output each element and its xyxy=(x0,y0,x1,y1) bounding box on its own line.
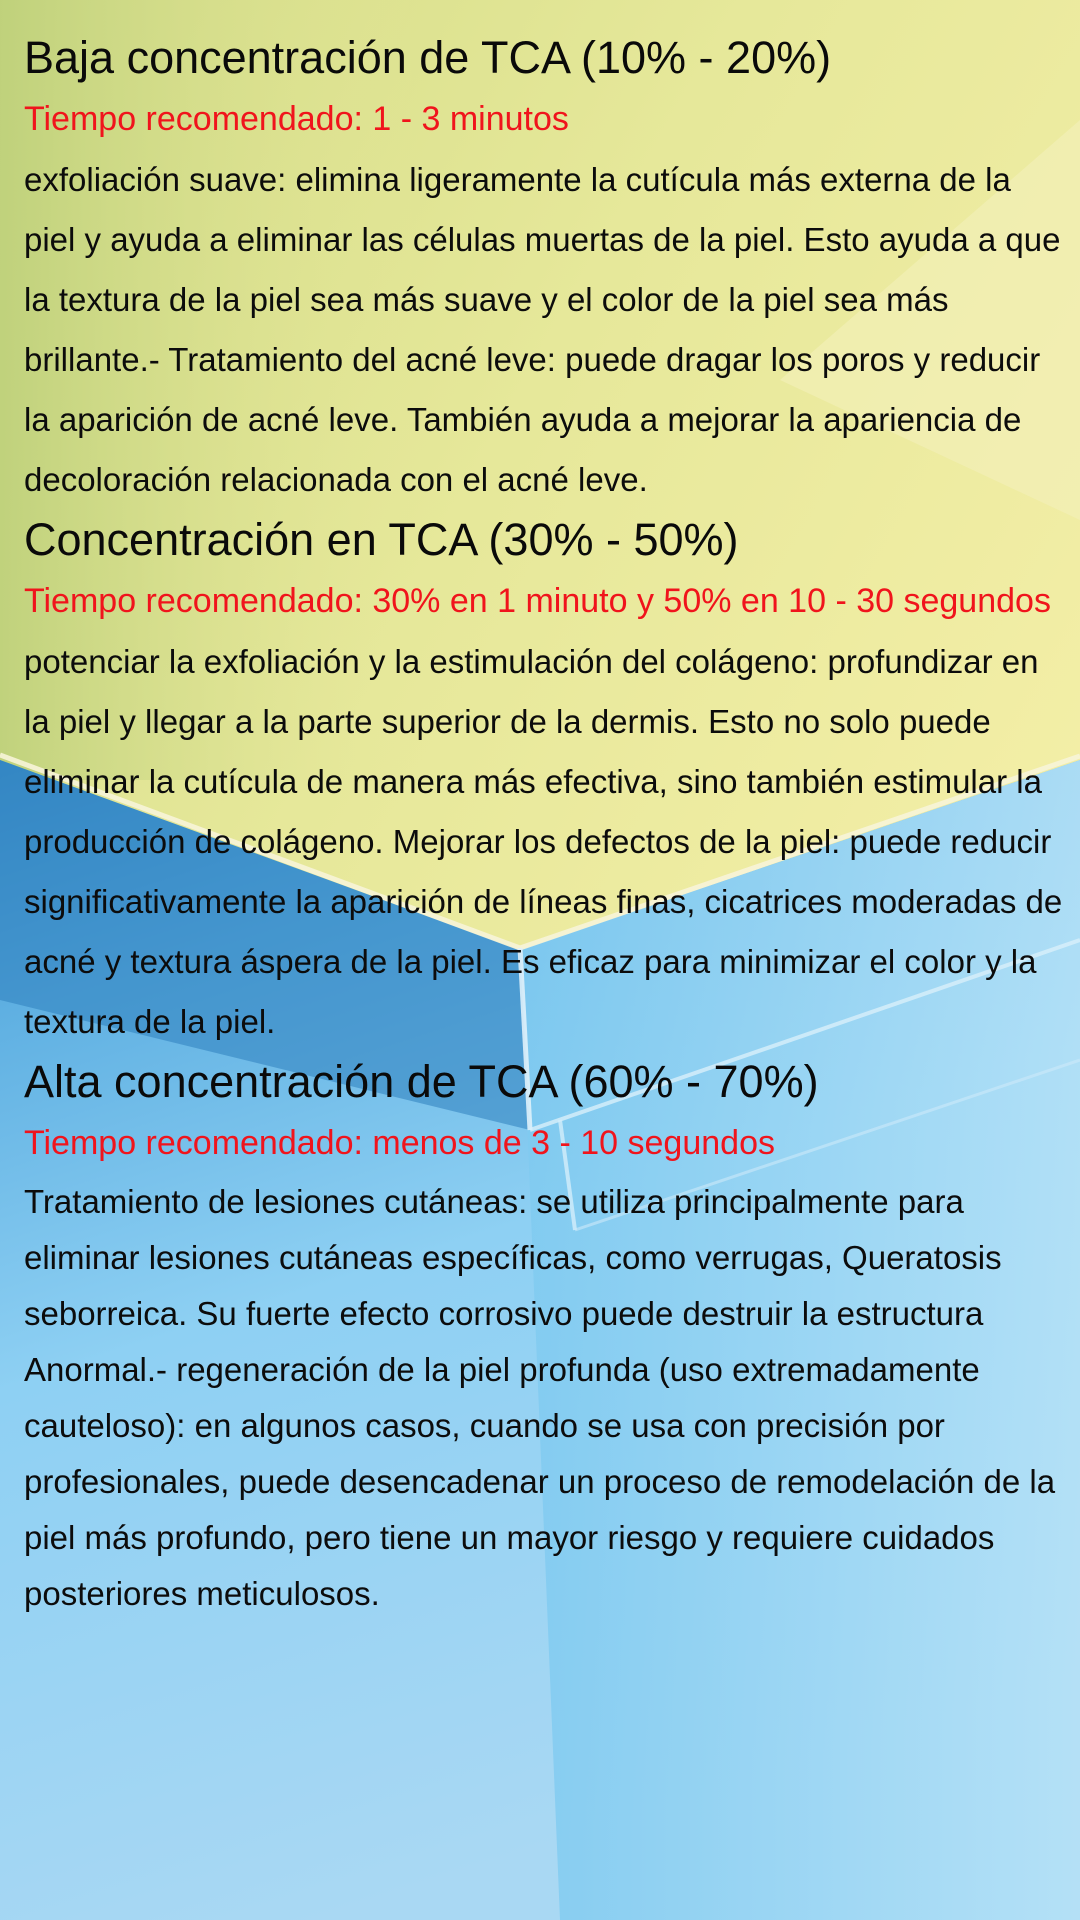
section-body: potenciar la exfoliación y la estimulación del colágeno: profundizar en la piel y llegar a la parte superior de la dermis. Esto no solo puede eliminar la cutícula de manera más efectiva, sino también estimular la producción de colágeno. Mejorar los defectos de la piel: puede reducir significativamente la aparición de líneas finas, cicatrices moderadas de acné y textura áspera de la piel. Es eficaz para minimizar el color y la textura de la piel. xyxy=(24,643,1063,1040)
section-high-concentration xyxy=(24,1052,1064,1622)
recommended-time: Tiempo recomendado: 30% en 1 minuto y 50% en 10 - 30 segundos xyxy=(24,582,1051,620)
recommended-time: Tiempo recomendado: 1 - 3 minutos xyxy=(24,100,569,138)
section-body: Tratamiento de lesiones cutáneas: se utiliza principalmente para eliminar lesiones cutáneas específicas, como verrugas, Queratosis seborreica. Su fuerte efecto corrosivo puede destruir la estructura Anormal.- regeneración de la piel profunda (uso extremadamente cauteloso): en algunos casos, cuando se usa con precisión por profesionales, puede desencadenar un proceso de remodelación de la piel más profundo, pero tiene un mayor riesgo y requiere cuidados posteriores meticulosos. xyxy=(24,1183,1056,1612)
section-title: Concentración en TCA (30% - 50%) xyxy=(24,514,739,565)
recommended-time: Tiempo recomendado: menos de 3 - 10 segundos xyxy=(24,1124,775,1162)
section-medium-concentration xyxy=(24,510,1064,1052)
section-body: exfoliación suave: elimina ligeramente la cutícula más externa de la piel y ayuda a eliminar las células muertas de la piel. Esto ayuda a que la textura de la piel sea más suave y el color de la piel sea más brillante.- Tratamiento del acné leve: puede dragar los poros y reducir la aparición de acné leve. También ayuda a mejorar la apariencia de decoloración relacionada con el acné leve. xyxy=(24,161,1061,498)
document-content xyxy=(24,28,1064,1622)
section-title: Baja concentración de TCA (10% - 20%) xyxy=(24,32,832,83)
section-low-concentration xyxy=(24,28,1064,510)
section-title: Alta concentración de TCA (60% - 70%) xyxy=(24,1056,819,1107)
